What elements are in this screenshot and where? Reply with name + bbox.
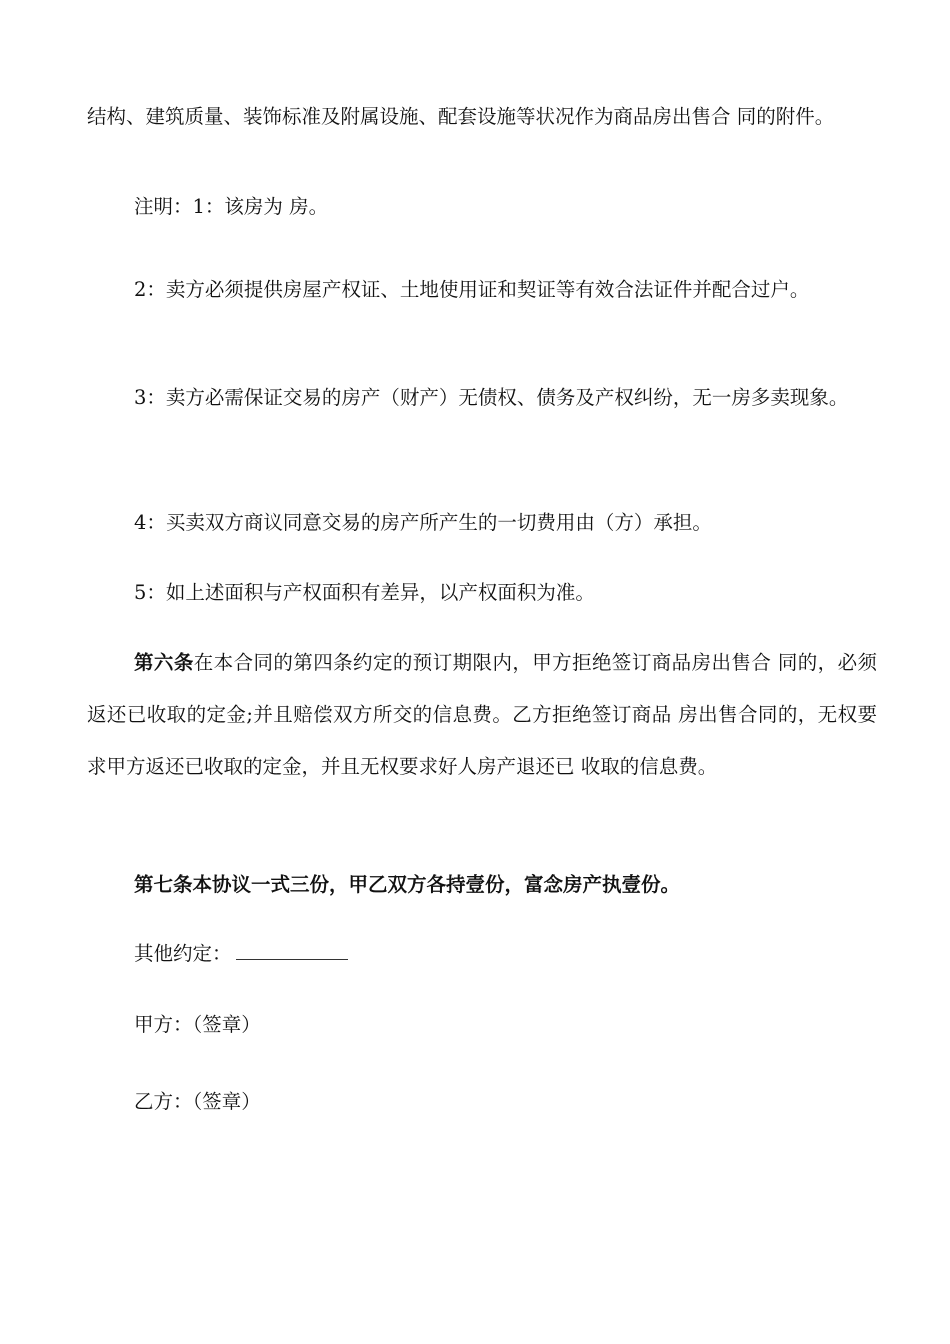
note-5: 5：如上述面积与产权面积有差异，以产权面积为准。: [134, 581, 595, 604]
article-6: [87, 637, 877, 793]
other-agreement: [87, 941, 877, 967]
note-3: 3：卖方必需保证交易的房产（财产）无债权、债务及产权纠纷，无一房多卖现象。: [134, 386, 849, 409]
party-b-signature: 乙方：（签章）: [134, 1090, 261, 1113]
note-2: 2：卖方必须提供房屋产权证、土地使用证和契证等有效合法证件并配合过户。: [134, 278, 810, 301]
other-agreement-label: 其他约定：: [134, 942, 232, 965]
party-a-signature: 甲方：（签章）: [134, 1013, 261, 1036]
paragraph-attachment: 结构、建筑质量、装饰标准及附属设施、配套设施等状况作为商品房出售合 同的附件。: [87, 105, 835, 128]
article-6-heading: 第六条: [134, 651, 194, 674]
article-6-body: 在本合同的第四条约定的预订期限内，甲方拒绝签订商品房出售合 同的，必须返还已收取的定金;并且赔偿双方所交的信息费。乙方拒绝签订商品 房出售合同的，无权要求甲方返还已收取的定金，并且无权要求好人房产退还已 收取的信息费。: [87, 651, 877, 778]
note-4: 4：买卖双方商议同意交易的房产所产生的一切费用由（方）承担。: [134, 511, 712, 534]
note-1: 注明：1：该房为 房。: [134, 195, 329, 218]
other-agreement-blank-line: [236, 941, 348, 960]
article-7: 第七条本协议一式三份，甲乙双方各持壹份，富念房产执壹份。: [134, 873, 681, 896]
